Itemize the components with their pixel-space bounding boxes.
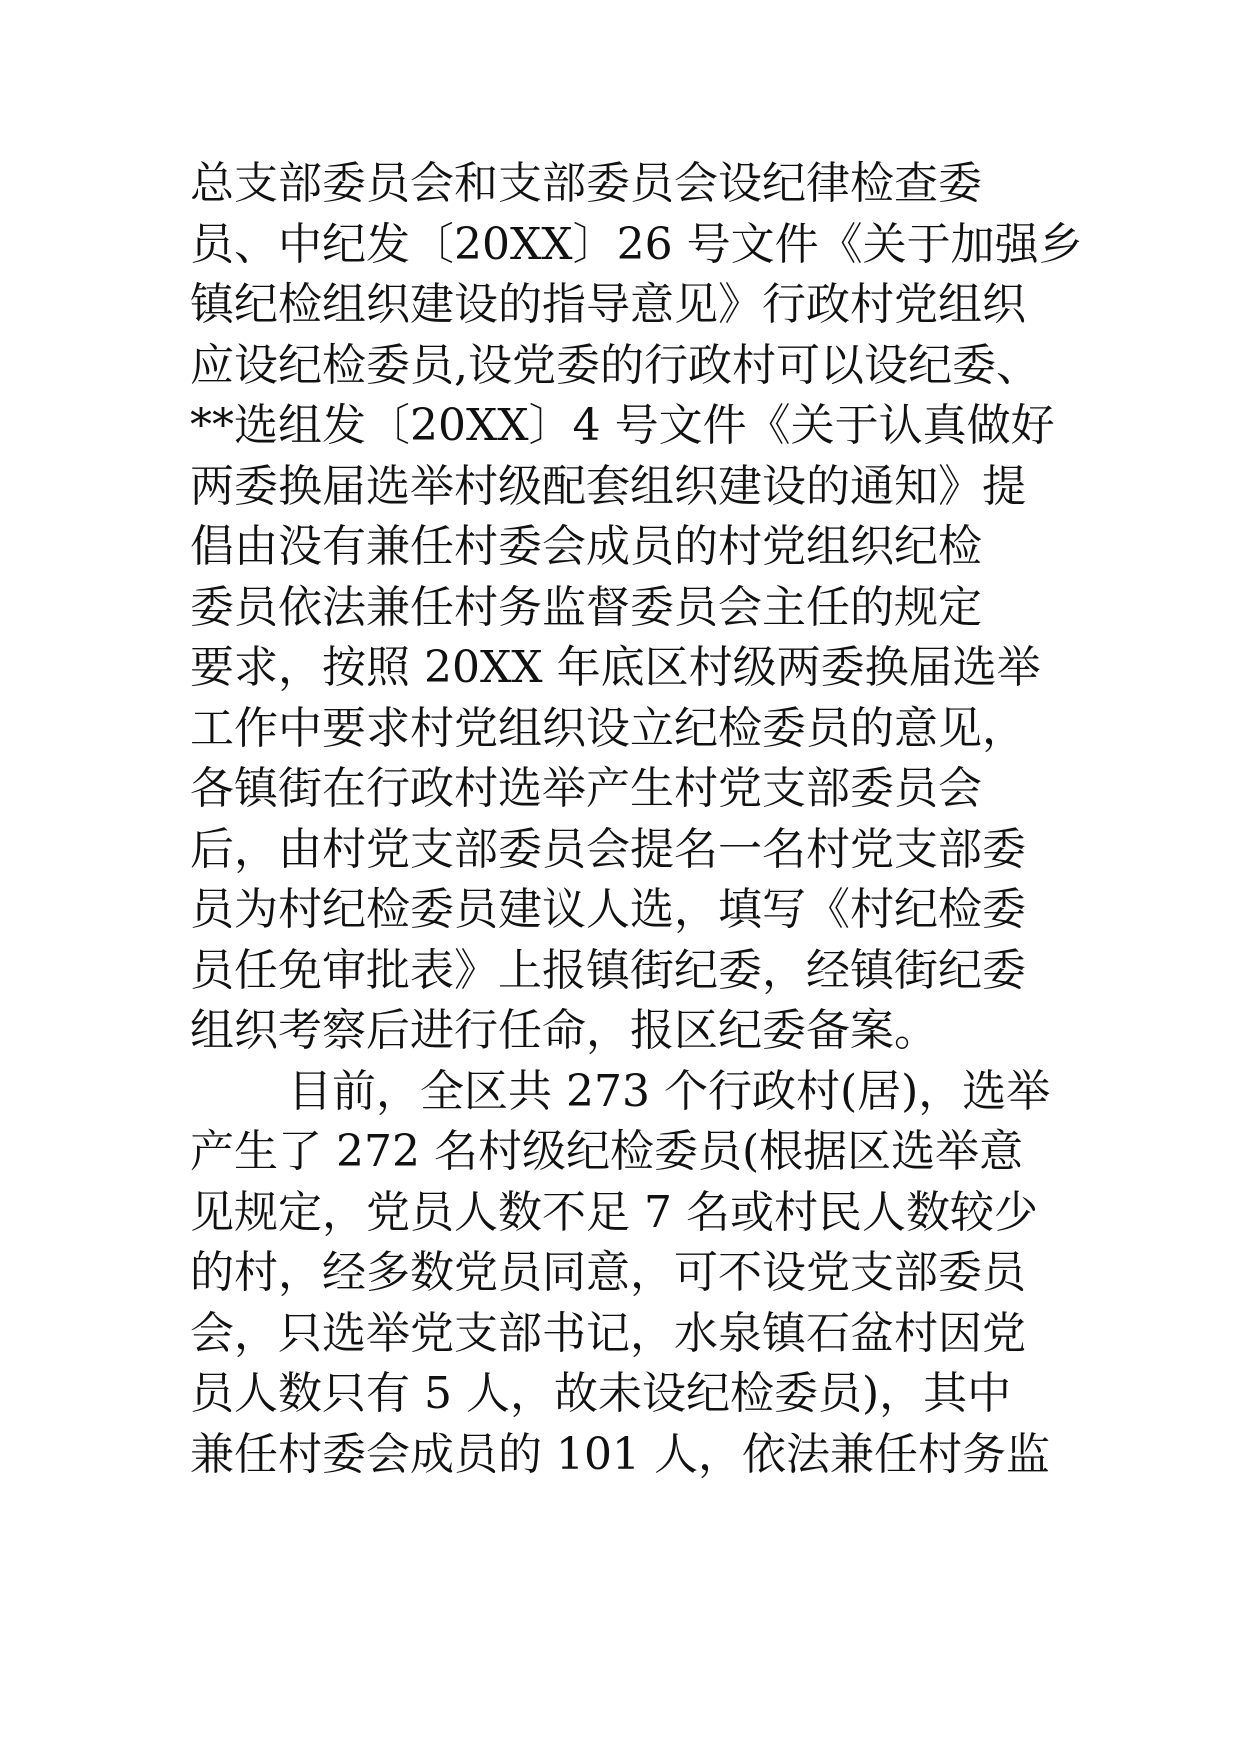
text-line: 各镇街在行政村选举产生村党支部委员会 [190,763,982,814]
text-line: 的村，经多数党员同意，可不设党支部委员 [190,1247,1026,1298]
text-line: 员为村纪检委员建议人选，填写《村纪检委 [190,884,1026,935]
text-line: 后，由村党支部委员会提名一名村党支部委 [190,823,1026,875]
text-line: 员任免审批表》上报镇街纪委，经镇街纪委 [190,944,1026,996]
document-body [190,154,1090,1485]
text-line: 总支部委员会和支部委员会设纪律检查委 [190,158,982,209]
paragraph-start-line: 目前，全区共 273 个行政村(居)，选举 [288,1065,1051,1117]
text-line: 会，只选举党支部书记，水泉镇石盆村因党 [190,1307,1026,1359]
text-line: 镇纪检组织建设的指导意见》行政村党组织 [190,279,1026,330]
text-line: 两委换届选举村级配套组织建设的通知》提 [190,460,1026,512]
text-line: 倡由没有兼任村委会成员的村党组织纪检 [190,521,982,572]
text-line: 委员依法兼任村务监督委员会主任的规定 [190,581,982,633]
text-line: 见规定，党员人数不足 7 名或村民人数较少 [190,1186,1038,1238]
text-line: 产生了 272 名村级纪检委员(根据区选举意 [190,1126,1024,1177]
text-line: 应设纪检委员,设党委的行政村可以设纪委、 [190,339,1040,391]
text-line: 组织考察后进行任命，报区纪委备案。 [190,1005,938,1056]
text-line: **选组发〔20XX〕4 号文件《关于认真做好 [190,400,1055,451]
text-line: 工作中要求村党组织设立纪检委员的意见， [190,702,1026,754]
text-line: 员、中纪发〔20XX〕26 号文件《关于加强乡 [190,218,1083,270]
text-line: 兼任村委会成员的 101 人，依法兼任村务监 [190,1428,1050,1480]
text-line: 要求，按照 20XX 年底区村级两委换届选举 [190,642,1041,693]
text-line: 员人数只有 5 人，故未设纪检委员)，其中 [190,1368,1012,1419]
